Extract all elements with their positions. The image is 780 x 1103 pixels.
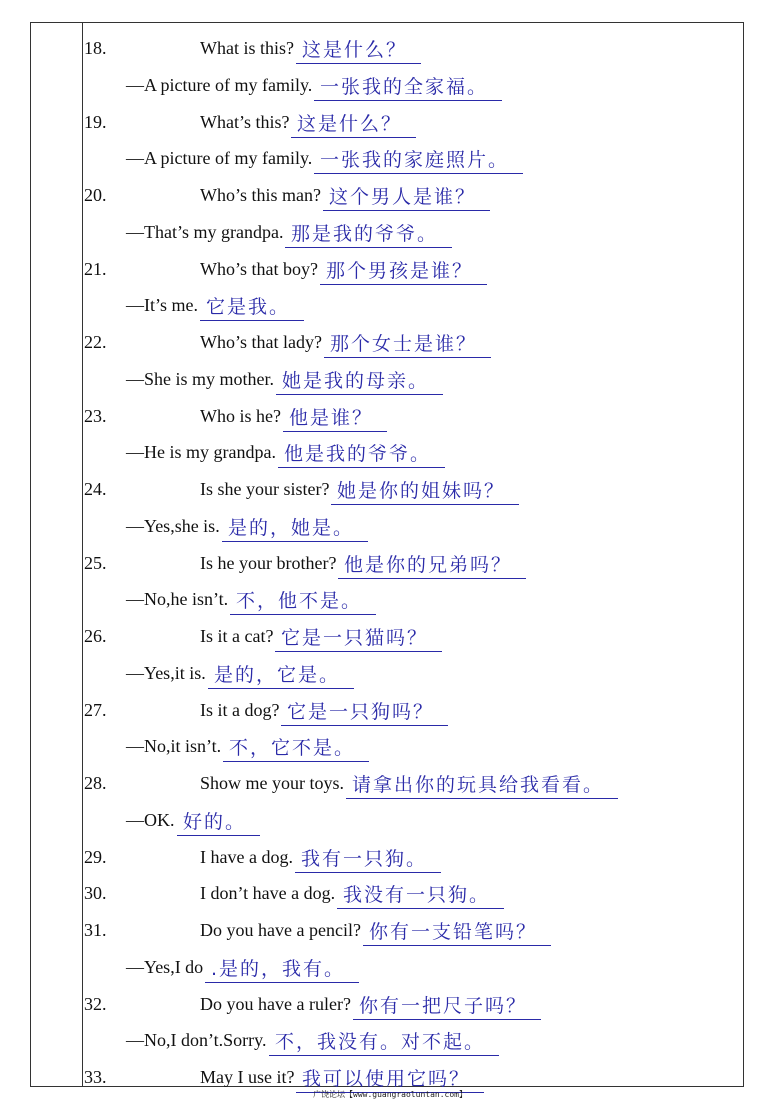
chinese-translation: 那个女士是谁？ [324,329,491,358]
question-row [0,692,780,728]
english-sentence: Do you have a pencil? [200,920,361,940]
answer-row [0,214,780,250]
chinese-translation: 不，他不是。 [230,586,376,615]
answer-row [0,140,780,176]
english-sentence: Is it a cat? [200,626,274,646]
english-sentence: What’s this? [200,111,290,132]
answer-row [0,434,780,470]
english-sentence: Who’s this man? [200,185,321,205]
english-sentence: I don’t have a dog. [200,883,336,904]
chinese-translation: 那个男孩是谁？ [320,256,487,285]
chinese-translation: 她是我的母亲。 [276,366,443,395]
chinese-translation: 一张我的家庭照片。 [314,145,523,174]
english-sentence: Show me your toys. [200,773,344,793]
item-number: 26. [84,626,107,646]
question-row [0,618,780,654]
answer-row [0,802,780,838]
english-sentence: Is he your brother? [200,552,337,573]
item-number: 22. [84,332,107,352]
chinese-translation: .是的，我有。 [205,954,359,983]
item-number: 18. [84,38,107,58]
chinese-translation: 她是你的姐妹吗？ [331,476,519,505]
chinese-translation: 我有一只狗。 [295,844,441,873]
item-number: 33. [84,1067,107,1087]
question-row [0,875,780,911]
item-number: 21. [84,258,107,279]
chinese-translation: 这是什么？ [291,109,416,138]
english-sentence: Do you have a ruler? [200,993,351,1014]
english-sentence: —No,I don’t.Sorry. [126,1030,267,1051]
english-sentence: Who’s that lady? [200,332,322,352]
item-number: 28. [84,773,107,793]
question-row [0,986,780,1022]
chinese-translation: 这个男人是谁？ [323,182,490,211]
english-sentence: Is she your sister? [200,479,330,499]
chinese-translation: 不，我没有。对不起。 [269,1027,499,1056]
english-sentence: —He is my grandpa. [126,442,276,463]
chinese-translation: 是的，它是。 [208,660,354,689]
chinese-translation: 你有一支铅笔吗？ [363,917,551,946]
english-sentence: —No,it isn’t. [126,736,222,757]
answer-row [0,287,780,323]
question-row [0,765,780,801]
answer-row [0,655,780,691]
question-row [0,912,780,948]
english-sentence: —OK. [126,809,175,830]
question-row [0,30,780,66]
item-number: 30. [84,883,107,904]
footer-watermark: 广饶论坛【www.guangraoluntan.com】 [313,1090,467,1099]
answer-row [0,508,780,544]
chinese-translation: 这是什么？ [296,35,421,64]
english-sentence: —A picture of my family. [126,74,313,95]
english-sentence: I have a dog. [200,846,293,867]
item-number: 19. [84,111,107,132]
english-sentence: —No,he isn’t. [126,589,229,610]
english-sentence: —It’s me. [126,295,198,316]
question-row [0,251,780,287]
english-sentence: Is it a dog? [200,699,280,720]
chinese-translation: 它是一只猫吗？ [275,623,442,652]
chinese-translation: 它是我。 [200,292,304,321]
chinese-translation: 一张我的全家福。 [314,72,502,101]
question-row [0,471,780,507]
chinese-translation: 它是一只狗吗？ [281,697,448,726]
answer-row [0,581,780,617]
question-row [0,839,780,875]
item-number: 20. [84,185,107,205]
chinese-translation: 那是我的爷爷。 [285,219,452,248]
chinese-translation: 不，它不是。 [223,733,369,762]
answer-row [0,67,780,103]
english-sentence: —Yes,it is. [126,662,206,683]
chinese-translation: 我没有一只狗。 [337,880,504,909]
question-row [0,398,780,434]
item-number: 29. [84,846,107,867]
english-sentence: —Yes,she is. [126,515,220,536]
item-number: 31. [84,920,107,940]
item-number: 23. [84,405,107,426]
item-number: 25. [84,552,107,573]
answer-row [0,728,780,764]
answer-row [0,1022,780,1058]
chinese-translation: 他是你的兄弟吗？ [338,550,526,579]
question-row [0,324,780,360]
english-sentence: May I use it? [200,1067,295,1087]
chinese-translation: 他是谁？ [283,403,387,432]
english-sentence: Who’s that boy? [200,258,318,279]
english-sentence: —She is my mother. [126,368,274,389]
item-number: 32. [84,993,107,1014]
chinese-translation: 他是我的爷爷。 [278,439,445,468]
answer-row [0,361,780,397]
english-sentence: —That’s my grandpa. [126,221,284,242]
chinese-translation: 请拿出你的玩具给我看看。 [346,770,618,799]
english-sentence: Who is he? [200,405,281,426]
chinese-translation: 你有一把尺子吗？ [353,991,541,1020]
question-row [0,177,780,213]
answer-row [0,949,780,985]
english-sentence: What is this? [200,38,294,58]
english-sentence: —Yes,I do [126,956,204,977]
question-row [0,104,780,140]
chinese-translation: 我可以使用它吗？ [296,1064,484,1093]
english-sentence: —A picture of my family. [126,148,313,169]
chinese-translation: 是的，她是。 [222,513,368,542]
chinese-translation: 好的。 [177,807,260,836]
item-number: 24. [84,479,107,499]
question-row [0,545,780,581]
item-number: 27. [84,699,107,720]
